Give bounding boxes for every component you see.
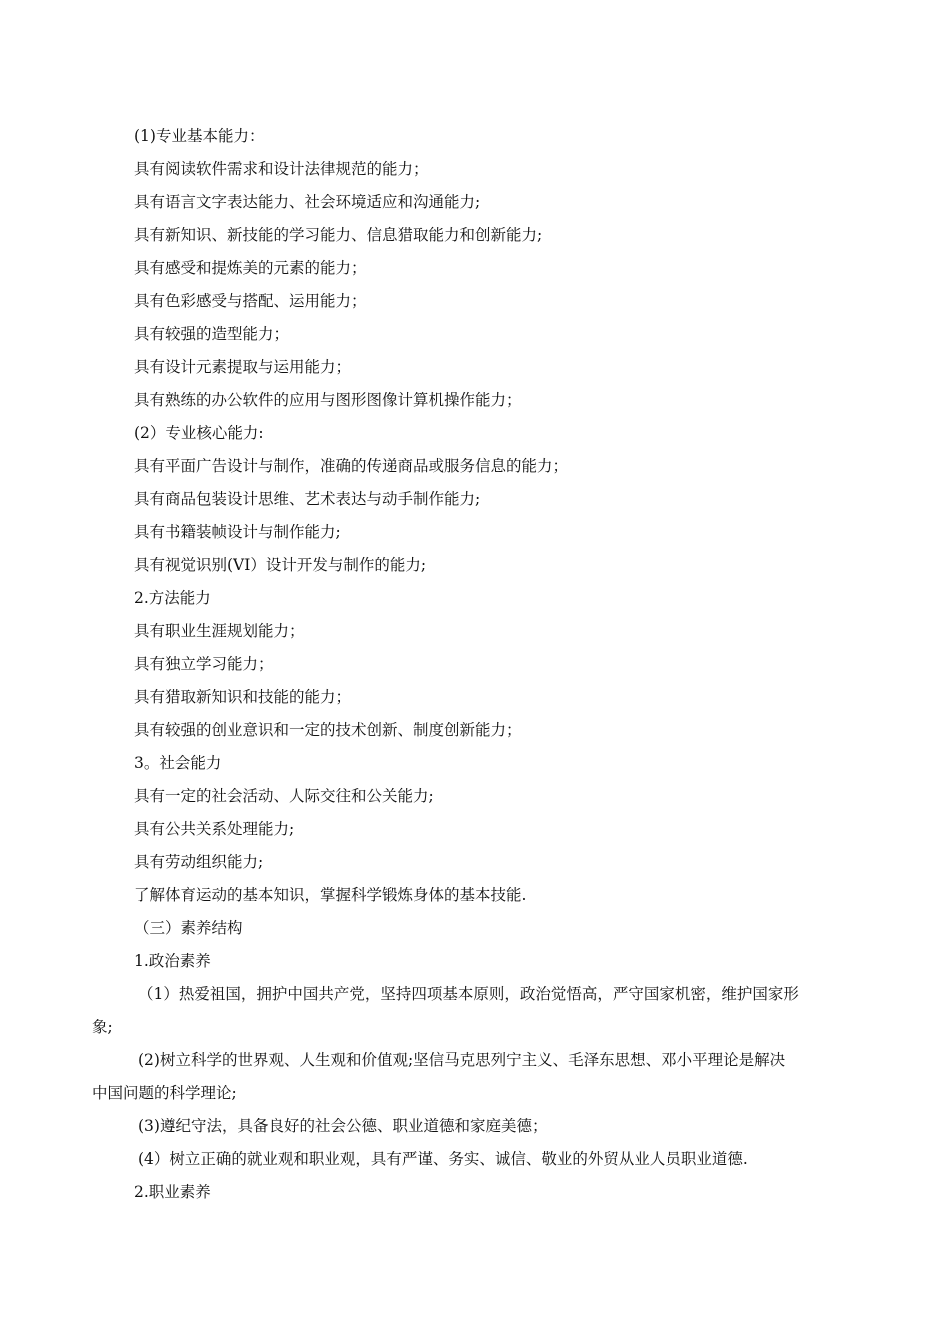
- paragraph-line: 具有语言文字表达能力、社会环境适应和沟通能力;: [134, 193, 481, 211]
- paragraph-line: (2)树立科学的世界观、人生观和价值观;坚信马克思列宁主义、毛泽东思想、邓小平理论是解决: [138, 1051, 786, 1069]
- paragraph-line: 具有色彩感受与搭配、运用能力；: [134, 292, 367, 310]
- paragraph-line: 具有感受和提炼美的元素的能力；: [134, 259, 367, 277]
- paragraph-line: 具有职业生涯规划能力；: [134, 622, 305, 640]
- section-heading-quality-structure: （三）素养结构: [134, 919, 243, 937]
- paragraph-line-continued: 中国问题的科学理论;: [92, 1084, 237, 1102]
- paragraph-line: 了解体育运动的基本知识，掌握科学锻炼身体的基本技能.: [134, 886, 527, 904]
- paragraph-line: 具有较强的创业意识和一定的技术创新、制度创新能力；: [134, 721, 522, 739]
- paragraph-line: 具有设计元素提取与运用能力；: [134, 358, 352, 376]
- section-heading-professional-basic: (1)专业基本能力：: [134, 127, 265, 145]
- section-heading-professional-core: (2）专业核心能力:: [134, 424, 264, 442]
- paragraph-line: 具有独立学习能力；: [134, 655, 274, 673]
- paragraph-line: 具有公共关系处理能力;: [134, 820, 295, 838]
- paragraph-line-continued: 象;: [92, 1018, 113, 1036]
- paragraph-line: （1）热爱祖国，拥护中国共产党，坚持四项基本原则，政治觉悟高，严守国家机密，维护国家形: [138, 985, 799, 1003]
- document-body: [92, 120, 862, 1209]
- paragraph-line: 具有新知识、新技能的学习能力、信息猎取能力和创新能力;: [134, 226, 543, 244]
- paragraph-line: (4）树立正确的就业观和职业观，具有严谨、务实、诚信、敬业的外贸从业人员职业道德.: [138, 1150, 748, 1168]
- paragraph-line: 具有熟练的办公软件的应用与图形图像计算机操作能力；: [134, 391, 522, 409]
- paragraph-line: 具有较强的造型能力；: [134, 325, 290, 343]
- section-heading-professional-quality: 2.职业素养: [134, 1183, 211, 1201]
- paragraph-line: 具有视觉识别(VI）设计开发与制作的能力;: [134, 556, 427, 574]
- paragraph-line: 具有商品包装设计思维、艺术表达与动手制作能力;: [134, 490, 481, 508]
- paragraph-line: 具有劳动组织能力;: [134, 853, 264, 871]
- section-heading-method: 2.方法能力: [134, 589, 211, 607]
- paragraph-line: 具有阅读软件需求和设计法律规范的能力；: [134, 160, 429, 178]
- paragraph-line: 具有一定的社会活动、人际交往和公关能力;: [134, 787, 434, 805]
- paragraph-line: (3)遵纪守法，具备良好的社会公德、职业道德和家庭美德；: [138, 1117, 548, 1135]
- paragraph-line: 具有平面广告设计与制作，准确的传递商品或服务信息的能力；: [134, 457, 569, 475]
- paragraph-line: 具有猎取新知识和技能的能力；: [134, 688, 352, 706]
- section-heading-social: 3。社会能力: [134, 754, 222, 772]
- section-heading-political: 1.政治素养: [134, 952, 211, 970]
- paragraph-line: 具有书籍装帧设计与制作能力;: [134, 523, 341, 541]
